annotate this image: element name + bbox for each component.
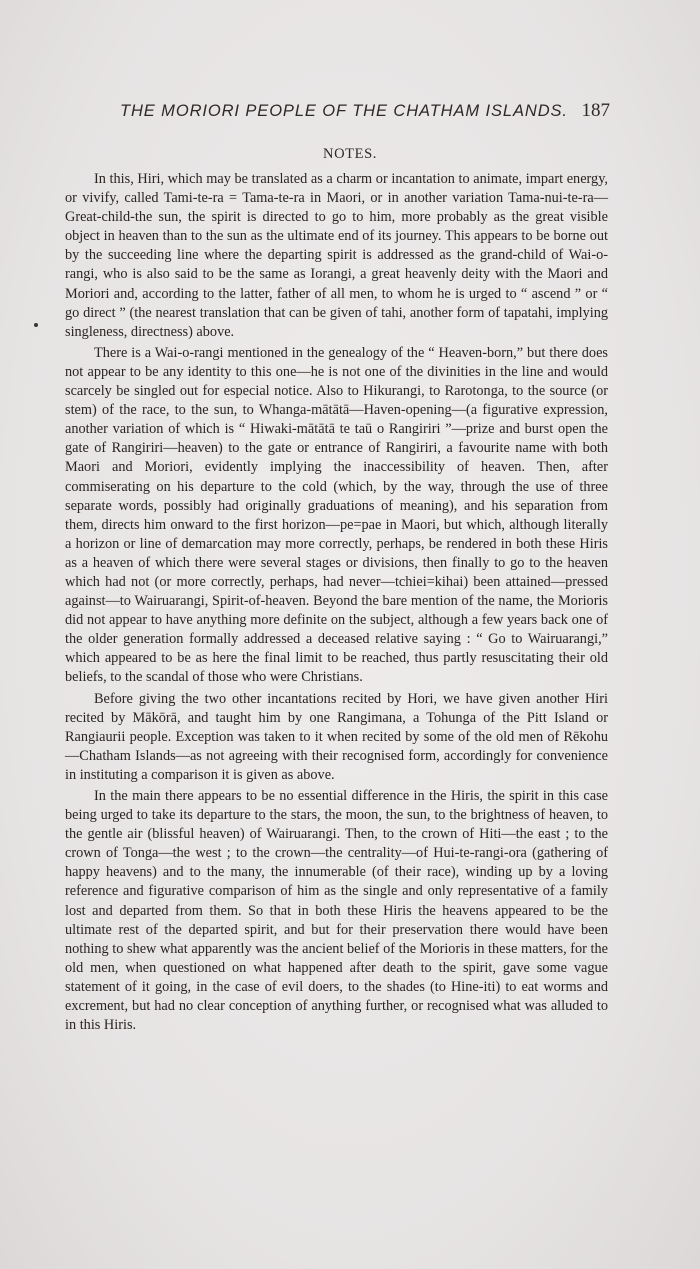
paragraph: In this, Hiri, which may be translated as a charm or incantation to animate, impart energy, or vivify, called Tami-te-ra = Tama-te-ra in Maori, or in another variation Tama-nui-te-ra—Great-child-the sun, the spirit is directed to go to him, more probably as the great visible object in heaven than to the sun as the ultimate end of its journey. This appears to be borne out by the succeeding line where the departing spirit is addressed as the grand-child of Wai-o-rangi, who is also said to be the same as Iorangi, a great heavenly deity with the Maori and Moriori and, according to the latter, father of all men, to whom he is urged to “ ascend ” or “ go direct ” (the nearest translation that can be given of tahi, another form of tapatahi, implying singleness, directness) above. [65,171,608,340]
margin-mark [34,323,38,327]
page-number: 187 [581,100,610,121]
page-header [120,100,610,126]
section-title: NOTES. [323,146,377,162]
paragraph: There is a Wai-o-rangi mentioned in the genealogy of the “ Heaven-born,” but there does not appear to be any identity to this one—he is not one of the divinities in the line and would scarcely be singled out for especial notice. Also to Hikurangi, to Rarotonga, to the source (or stem) of the race, to the sun, to Whanga-mātātā—Haven-opening—(a figurative expression, another variation of which is “ Hiwaki-mātātā te taū o Rangiriri ”—prize and burst open the gate of Rangiriri—heaven) to the gate or entrance of Rangiriri, a favourite name with both Maori and Moriori, evidently implying the inaccessibility of heaven. Then, after commiserating on his departure to the cold (which, by the way, through the use of three separate words, possibly had originally graduations of meaning), and his separation from them, directs him onward to the first horizon—pe=pae in Maori, but which, although literally a horizon or line of demarcation may more correctly, perhaps, be rendered in both these Hiris as a heaven of which there were several stages or divisions, then finally to go to the heaven which had not (or more correctly, perhaps, had never—tchiei=kihai) been attained—pressed against—to Wairuarangi, Spirit-of-heaven. Beyond the bare mention of the name, the Morioris did not appear to have anything more definite on the subject, although a few years back one of the older generation formally addressed a deceased relative saying : “ Go to Wairuarangi,” which appeared to be as here the final limit to be reached, thus partly resuscitating their old beliefs, to the scandal of those who were Christians. [65,344,608,686]
running-title: THE MORIORI PEOPLE OF THE CHATHAM ISLANDS. [120,102,568,120]
paragraph: Before giving the two other incantations recited by Hori, we have given another Hiri recited by Mākōrā, and taught him by one Rangimana, a Tohunga of the Pitt Island or Rangiaurii people. Exception was taken to it when recited by some of the old men of Rēkohu—Chatham Islands—as not agreeing with their recognised form, accordingly for convenience in instituting a comparison it is given as above. [65,690,608,783]
body-text [65,170,608,1035]
paragraph: In the main there appears to be no essential difference in the Hiris, the spirit in this case being urged to take its departure to the stars, the moon, the sun, to the brightness of heaven, to the gentle air (blissful heaven) of Wairuarangi. Then, to the crown of Hiti—the east ; to the crown of Tonga—the west ; to the crown—the centrality—of Hui-te-rangi-ora (gathering of happy heavens) and to the many, the innumerable (of their race), winding up by a loving reference and figurative comparison of him as the single and only representative of a family lost and departed from them. So that in both these Hiris the heavens appeared to be the ultimate rest of the departed spirit, and but for their preservation there would have been nothing to shew what apparently was the ancient belief of the Morioris in these matters, for the old men, when questioned on what happened after death to the spirit, gave some vague statement of it going, in the case of evil doers, to the shades (to Hine-iti) to eat worms and excrement, but had no clear conception of anything further, or recognised what was alluded to in this Hiris. [65,788,608,1034]
